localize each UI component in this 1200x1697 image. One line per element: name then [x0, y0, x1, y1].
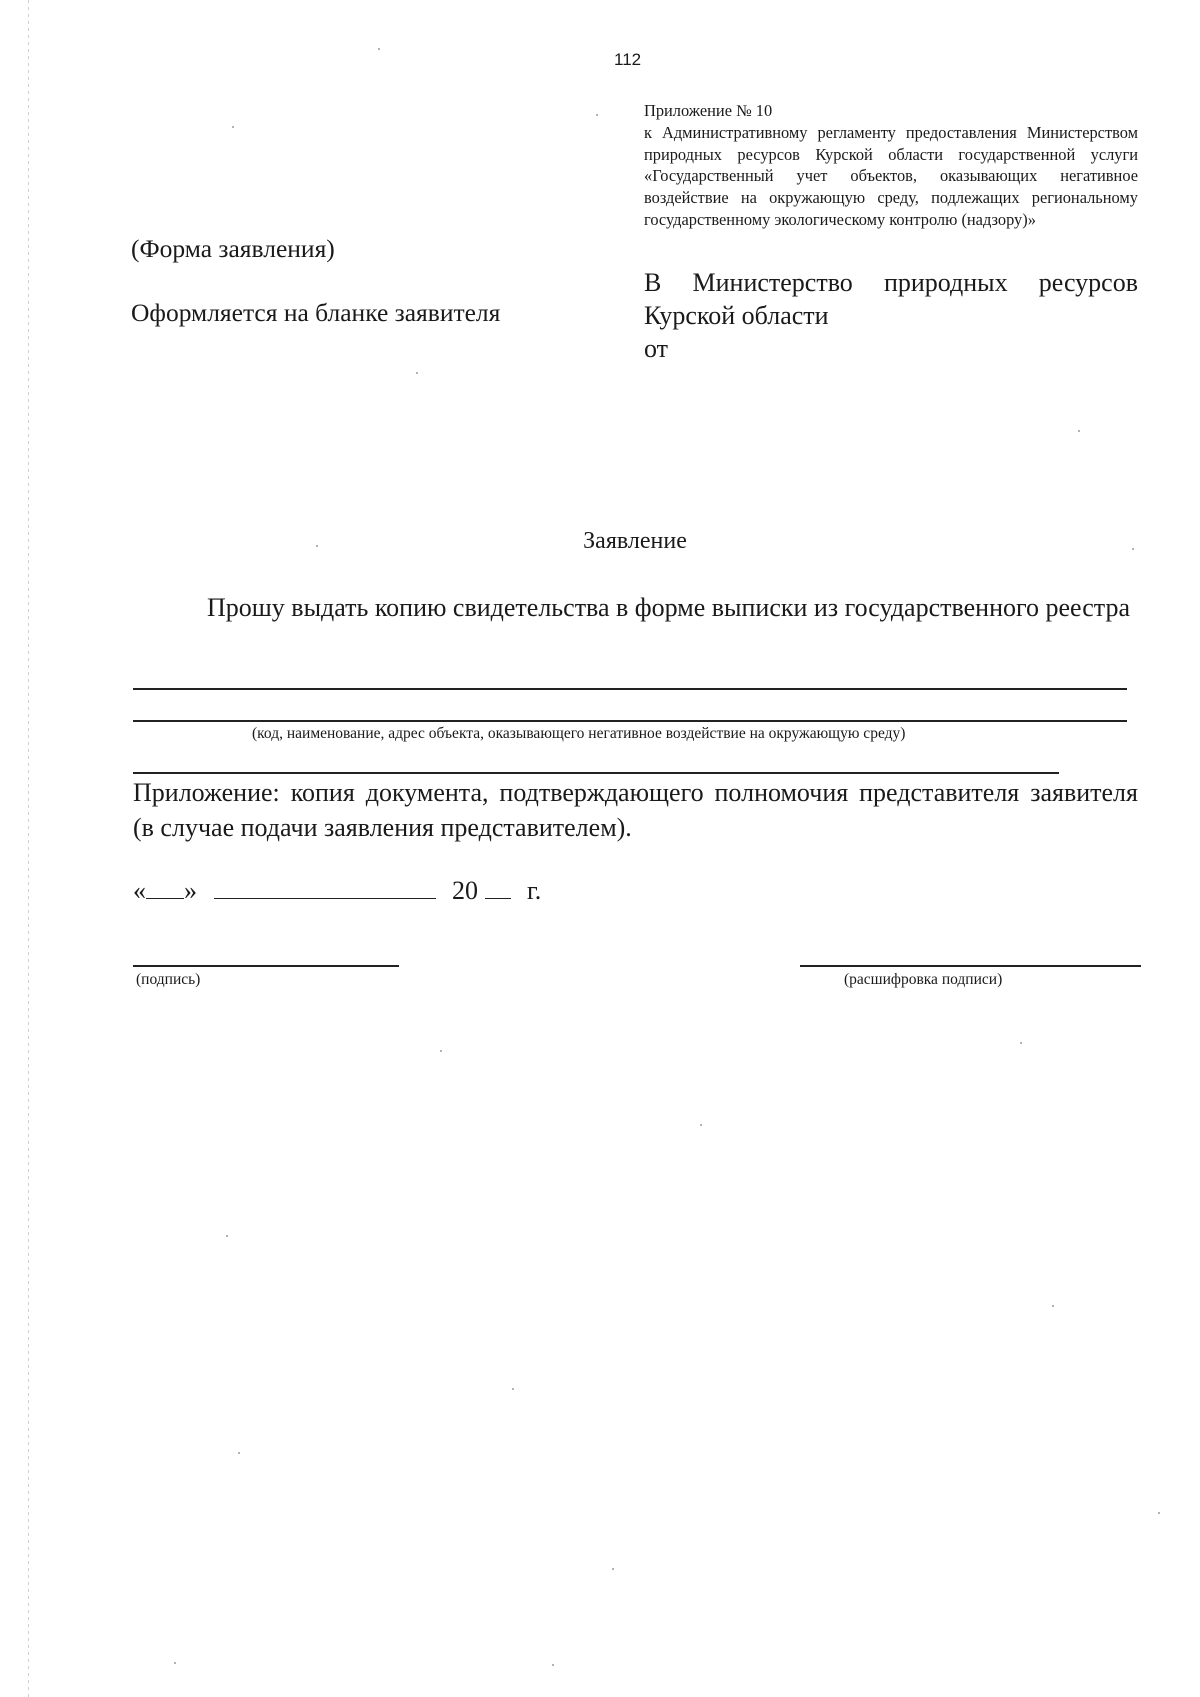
page-number: 112 [614, 50, 642, 69]
object-line-3 [133, 772, 1059, 774]
date-day-blank [146, 872, 184, 899]
scan-speck [440, 1050, 442, 1052]
object-caption: (код, наименование, адрес объекта, оказывающего негативное воздействие на окружающую среду) [252, 725, 906, 742]
blank-label: Оформляется на бланке заявителя [131, 298, 501, 327]
document-title: Заявление [583, 528, 687, 554]
signature-decode-caption: (расшифровка подписи) [844, 971, 1003, 988]
scan-speck [238, 1452, 240, 1454]
scan-speck [1158, 1512, 1160, 1514]
signature-caption: (подпись) [136, 971, 201, 988]
scan-margin-line [28, 0, 29, 1697]
scan-speck [416, 372, 418, 374]
date-close-quote: » [184, 876, 197, 905]
date-month-blank [214, 872, 436, 899]
scan-speck [1020, 1042, 1022, 1044]
request-text: Прошу выдать копию свидетельства в форме выписки из государственного реестра [207, 593, 1130, 622]
addressee-line-1: В Министерство природных ресурсов [644, 268, 1138, 297]
scan-speck [1052, 1305, 1054, 1307]
signature-line [133, 965, 399, 967]
addressee-block [644, 266, 1138, 365]
addressee-line-3: от [644, 334, 669, 363]
appendix-block [644, 100, 1138, 231]
object-line-1 [133, 688, 1127, 690]
scan-speck [232, 126, 234, 128]
scan-speck [316, 545, 318, 547]
signature-decode-line [800, 965, 1141, 967]
scan-speck [1132, 548, 1134, 550]
scan-speck [512, 1388, 514, 1390]
scan-speck [612, 1568, 614, 1570]
date-year-blank [485, 872, 511, 899]
object-line-2 [133, 720, 1127, 722]
scan-speck [226, 1235, 228, 1237]
form-label: (Форма заявления) [131, 234, 335, 263]
scan-speck [378, 48, 380, 50]
appendix-text: к Административному регламенту предоставления Министерством природных ресурсов Курской области государственной услуги «Государственный учет объектов, оказывающих негативное воздействие на окружающую среду, подлежащих региональному государственному экологическому контролю (надзору)» [644, 122, 1138, 229]
appendix-title: Приложение № 10 [644, 101, 773, 120]
addressee-line-2: Курской области [644, 301, 829, 330]
scan-speck [174, 1662, 176, 1664]
scan-speck [596, 114, 598, 116]
attachment-text: Приложение: копия документа, подтверждающего полномочия представителя заявителя (в случае подачи заявления представителем). [133, 778, 1138, 842]
scan-speck [1078, 430, 1080, 432]
date-year-suffix: г. [527, 876, 542, 905]
scan-speck [552, 1664, 554, 1666]
scan-speck [700, 1124, 702, 1126]
date-year-prefix: 20 [452, 876, 478, 905]
date-open-quote: « [133, 876, 146, 905]
date-line [133, 872, 541, 906]
